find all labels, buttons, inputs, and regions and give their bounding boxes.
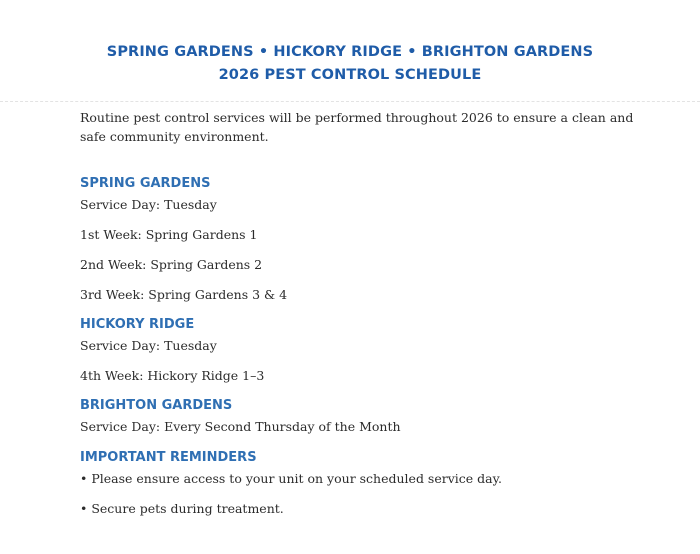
hickory-ridge-week-4: 4th Week: Hickory Ridge 1–3 bbox=[80, 368, 265, 383]
spring-gardens-week-3: 3rd Week: Spring Gardens 3 & 4 bbox=[80, 287, 288, 302]
spring-gardens-week-1: 1st Week: Spring Gardens 1 bbox=[80, 227, 258, 242]
document-title-communities: SPRING GARDENS • HICKORY RIDGE • BRIGHTON GARDENS bbox=[106, 44, 594, 60]
spring-gardens-service-day: Service Day: Tuesday bbox=[80, 197, 217, 212]
reminder-item-pets: • Secure pets during treatment. bbox=[80, 501, 284, 516]
intro-paragraph: Routine pest control services will be performed throughout 2026 to ensure a clean and safe community environment. bbox=[80, 110, 634, 144]
scan-divider bbox=[0, 101, 700, 102]
reminder-item-access: • Please ensure access to your unit on your scheduled service day. bbox=[80, 471, 502, 486]
brighton-gardens-heading: BRIGHTON GARDENS bbox=[80, 398, 233, 413]
document-title-schedule: 2026 PEST CONTROL SCHEDULE bbox=[218, 67, 482, 83]
hickory-ridge-service-day: Service Day: Tuesday bbox=[80, 338, 217, 353]
hickory-ridge-heading: HICKORY RIDGE bbox=[80, 317, 195, 332]
brighton-gardens-service-day: Service Day: Every Second Thursday of the Month bbox=[80, 419, 401, 434]
spring-gardens-heading: SPRING GARDENS bbox=[80, 176, 211, 191]
important-reminders-heading: IMPORTANT REMINDERS bbox=[80, 450, 257, 465]
spring-gardens-week-2: 2nd Week: Spring Gardens 2 bbox=[80, 257, 263, 272]
